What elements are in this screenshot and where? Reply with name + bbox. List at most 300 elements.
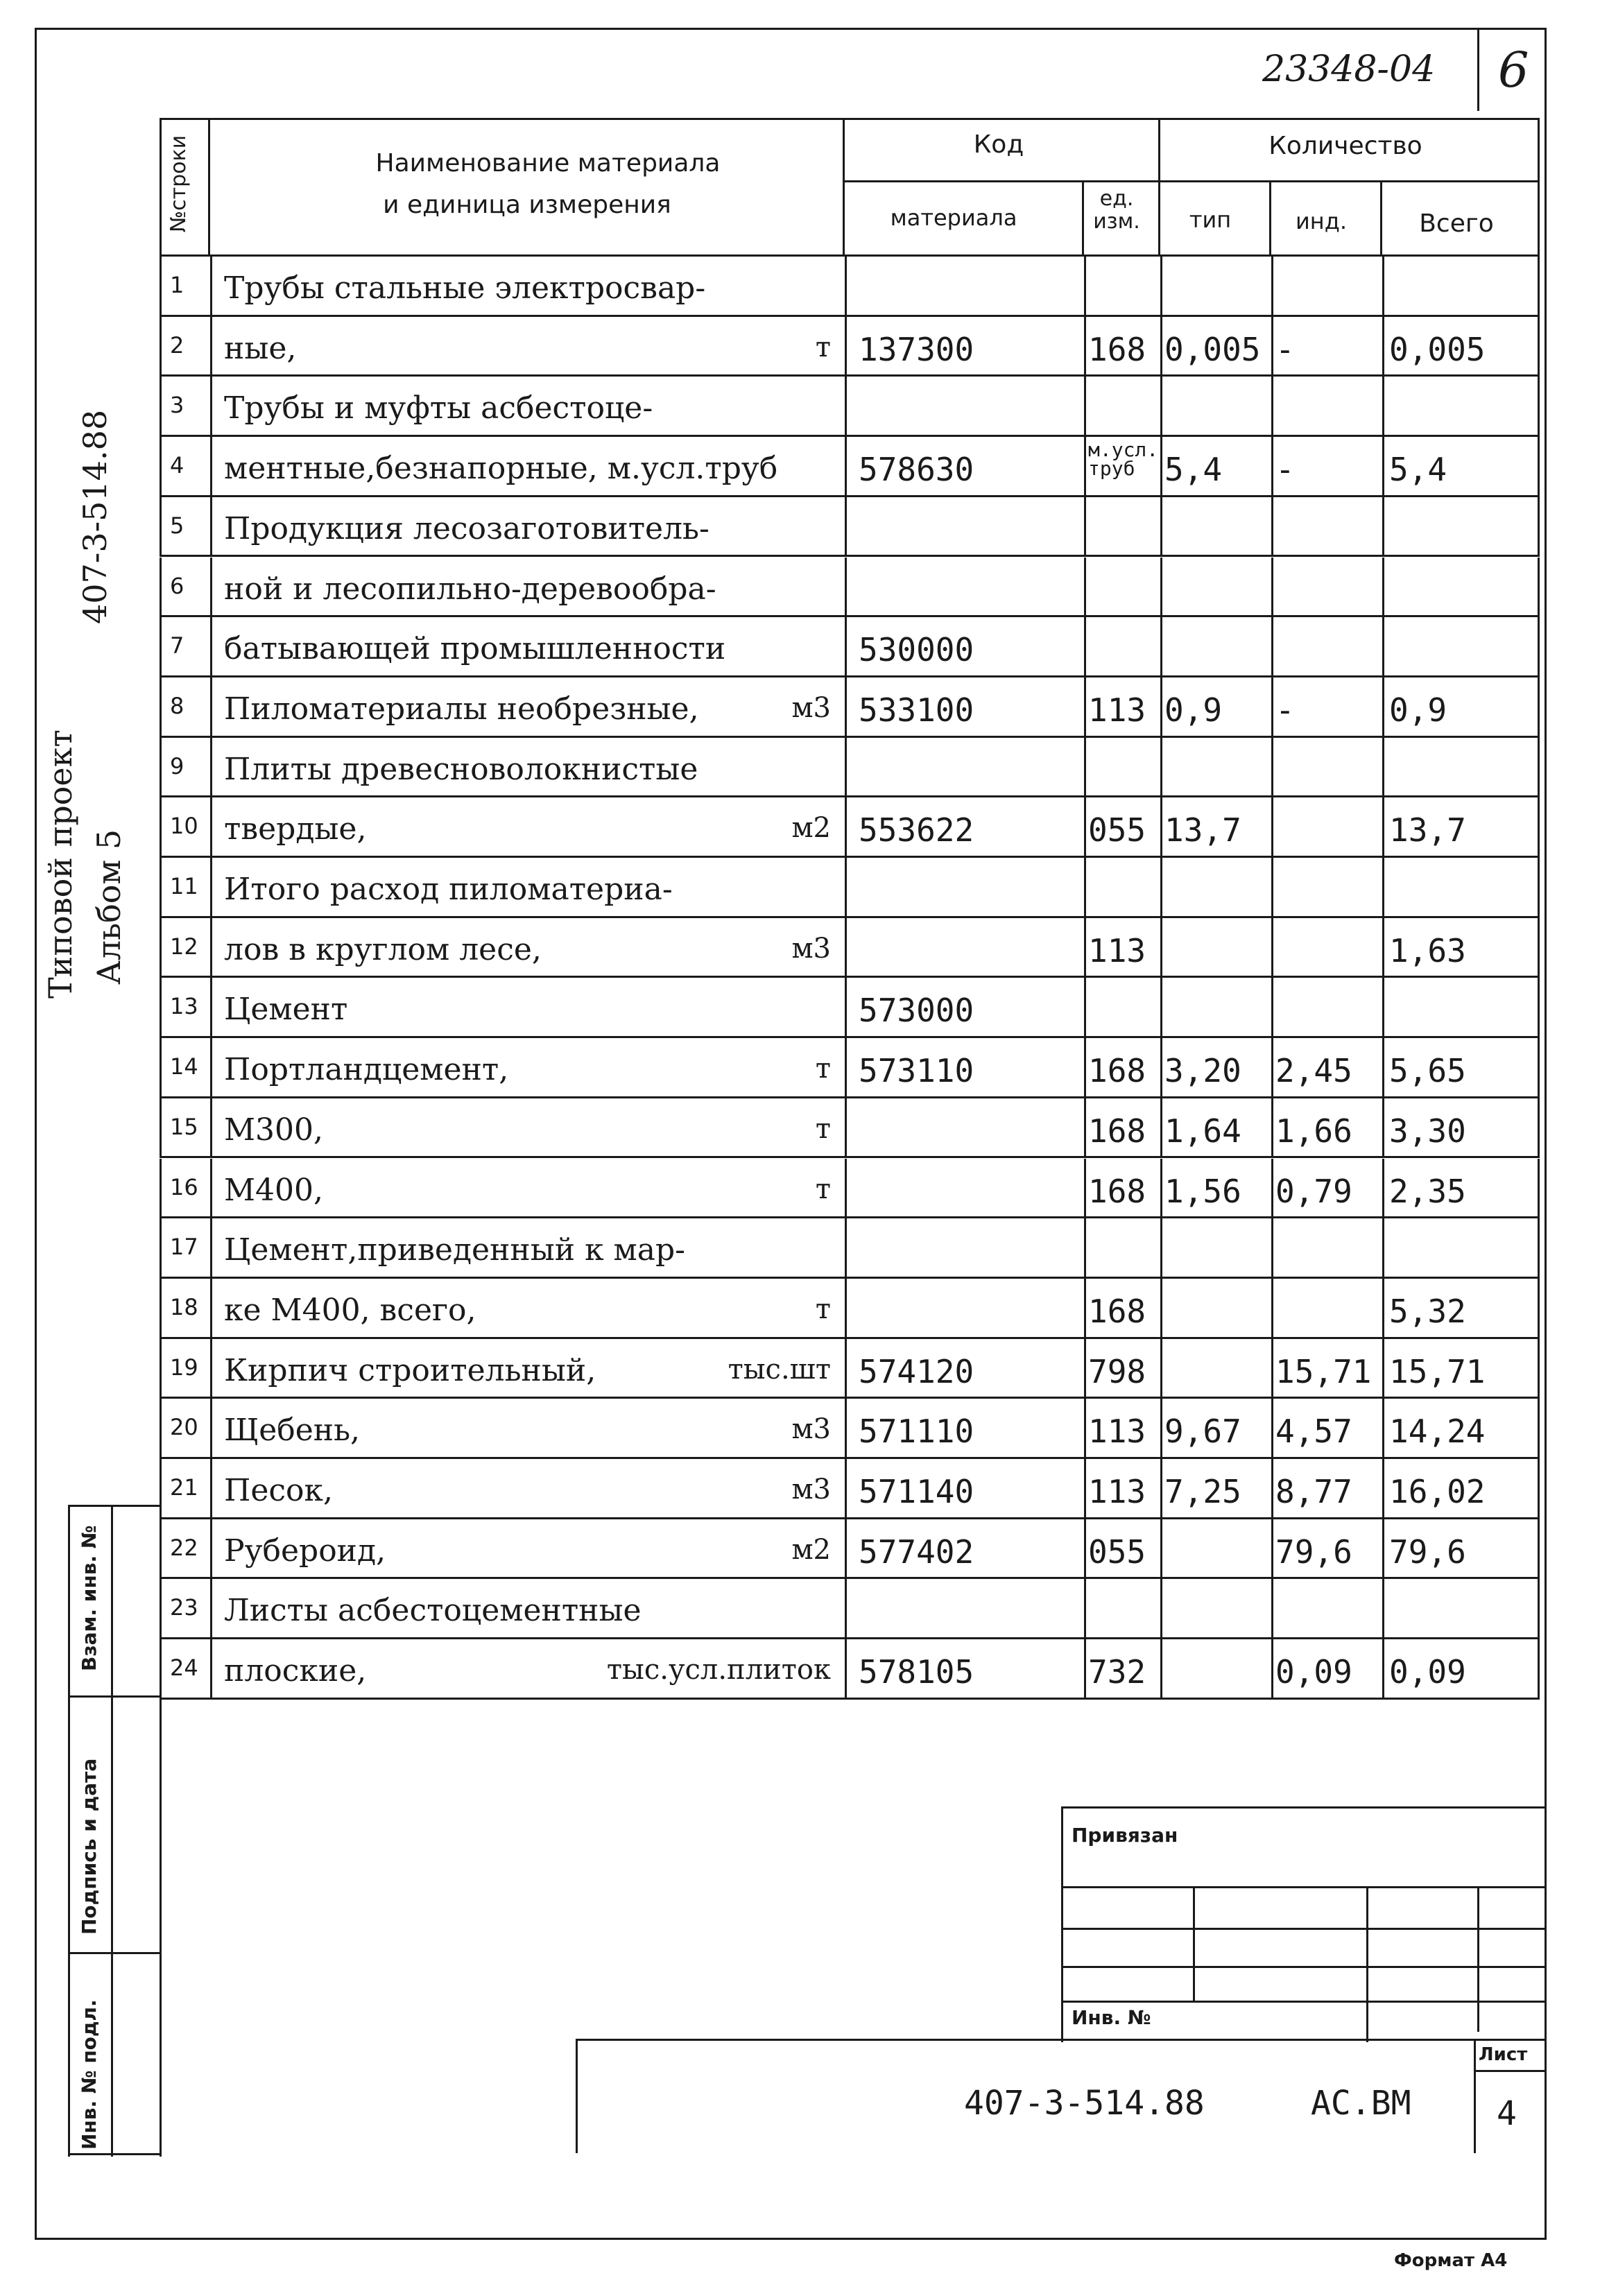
cell-divider	[210, 617, 212, 677]
cell-divider	[1084, 1098, 1086, 1159]
cell-divider	[210, 437, 212, 497]
cell-divider	[1084, 257, 1086, 317]
cell-divider	[1382, 1098, 1384, 1159]
qty-type: 3,20	[1164, 1052, 1241, 1090]
cell-divider	[210, 1459, 212, 1519]
cell-divider	[845, 858, 847, 918]
cell-divider	[1160, 1159, 1162, 1219]
row-number: 15	[170, 1113, 198, 1140]
strip-div-2	[68, 1952, 160, 1954]
cell-divider	[1271, 978, 1273, 1038]
material-name: ке М400, всего,	[224, 1292, 476, 1328]
table-row	[160, 558, 1540, 618]
cell-divider	[1160, 1038, 1162, 1098]
cell-divider	[1271, 1639, 1273, 1700]
format-label: Формат А4	[1394, 2250, 1508, 2271]
stamp-left-line	[1061, 1806, 1063, 2042]
cell-divider	[1382, 738, 1384, 798]
cell-divider	[1160, 858, 1162, 918]
material-unit: т	[815, 1112, 831, 1145]
qty-type: 0,9	[1164, 691, 1223, 729]
cell-divider	[1160, 1339, 1162, 1399]
cell-divider	[1084, 1279, 1086, 1339]
qty-total: 5,32	[1389, 1292, 1466, 1330]
stamp-doc-top	[576, 2039, 1547, 2041]
unit-code: 168	[1088, 1292, 1146, 1330]
cell-divider	[1271, 858, 1273, 918]
material-unit: м3	[791, 691, 831, 724]
material-code: 533100	[859, 691, 974, 729]
material-unit: м3	[791, 932, 831, 965]
row-number: 18	[170, 1293, 198, 1320]
unit-code: 798	[1088, 1352, 1146, 1390]
unit-code: 168	[1088, 330, 1146, 368]
header-col-name	[208, 118, 210, 257]
qty-ind: 0,79	[1275, 1172, 1352, 1210]
header-col-total	[1380, 180, 1382, 257]
cell-divider	[1271, 1098, 1273, 1159]
cell-divider	[1271, 797, 1273, 858]
header-code-material: материала	[890, 205, 1017, 231]
material-code: 574120	[859, 1352, 974, 1390]
cell-divider	[845, 797, 847, 858]
cell-divider	[1084, 1579, 1086, 1639]
cell-divider	[1084, 377, 1086, 437]
cell-divider	[1382, 1279, 1384, 1339]
cell-divider	[1382, 257, 1384, 317]
qty-type: 7,25	[1164, 1473, 1241, 1510]
material-name: ментные,безнапорные, м.усл.труб	[224, 451, 778, 487]
table-row	[160, 1279, 1540, 1339]
cell-divider	[1160, 918, 1162, 978]
cell-divider	[1271, 1519, 1273, 1580]
stamp-line-1	[1061, 1886, 1547, 1888]
sheet-page: 6	[1498, 42, 1529, 98]
material-name: Песок,	[224, 1473, 334, 1508]
table-row	[160, 497, 1540, 558]
qty-type: 9,67	[1164, 1413, 1241, 1451]
table-row	[160, 437, 1540, 497]
cell-divider	[1271, 1038, 1273, 1098]
cell-divider	[1084, 918, 1086, 978]
cell-divider	[1084, 677, 1086, 738]
stamp-inv-no: Инв. №	[1072, 2006, 1151, 2029]
material-name: Пиломатериалы необрезные,	[224, 691, 699, 727]
cell-divider	[1160, 1098, 1162, 1159]
cell-divider	[1160, 437, 1162, 497]
qty-total: 0,005	[1389, 330, 1486, 368]
material-name: Трубы и муфты асбестоце-	[224, 390, 653, 426]
material-name: Трубы стальные электросвар-	[224, 270, 706, 306]
cell-divider	[210, 257, 212, 317]
row-number: 2	[170, 331, 184, 359]
cell-divider	[210, 918, 212, 978]
cell-divider	[1382, 797, 1384, 858]
cell-divider	[845, 1519, 847, 1580]
cell-divider	[1382, 858, 1384, 918]
row-number: 8	[170, 692, 184, 719]
cell-divider	[1382, 918, 1384, 978]
qty-total: 5,65	[1389, 1052, 1466, 1090]
strip-top	[68, 1505, 160, 1507]
material-code: 573110	[859, 1052, 974, 1090]
qty-total: 0,9	[1389, 691, 1447, 729]
cell-divider	[1382, 558, 1384, 618]
cell-divider	[210, 1639, 212, 1700]
row-number: 1	[170, 272, 184, 298]
row-number: 5	[170, 512, 184, 539]
cell-divider	[1084, 738, 1086, 798]
cell-divider	[210, 1399, 212, 1459]
table-row	[160, 1399, 1540, 1459]
cell-divider	[845, 617, 847, 677]
cell-divider	[1271, 1279, 1273, 1339]
row-number: 11	[170, 873, 198, 899]
cell-divider	[210, 1519, 212, 1580]
strip-line-3	[160, 1505, 162, 2157]
cell-divider	[1160, 797, 1162, 858]
cell-divider	[1084, 1038, 1086, 1098]
cell-divider	[845, 1339, 847, 1399]
qty-ind: 79,6	[1275, 1533, 1352, 1571]
material-code: 571140	[859, 1473, 974, 1510]
material-unit: м2	[791, 1533, 831, 1566]
cell-divider	[1084, 497, 1086, 558]
cell-divider	[210, 317, 212, 377]
material-unit: м3	[791, 1413, 831, 1446]
qty-ind: -	[1275, 691, 1295, 729]
strip-inv-orig: Инв. № подл.	[78, 1999, 101, 2150]
material-name: Продукция лесозаготовитель-	[224, 510, 709, 546]
row-number: 10	[170, 813, 198, 840]
header-quantity: Количество	[1268, 132, 1422, 160]
stamp-sheet-left	[1474, 2039, 1476, 2153]
material-name: Итого расход пиломатериа-	[224, 872, 673, 907]
cell-divider	[1271, 1339, 1273, 1399]
cell-divider	[1084, 1159, 1086, 1219]
table-row	[160, 377, 1540, 437]
header-code-unit: ед. изм.	[1093, 187, 1140, 234]
material-name: ные,	[224, 330, 297, 366]
header-col-qty	[1158, 118, 1160, 257]
header-name-line2: и единица измерения	[383, 191, 671, 219]
cell-divider	[210, 1218, 212, 1279]
cell-divider	[1382, 1159, 1384, 1219]
cell-divider	[1084, 797, 1086, 858]
material-name: лов в круглом лесе,	[224, 931, 542, 967]
cell-divider	[845, 1159, 847, 1219]
material-code: 137300	[859, 330, 974, 368]
table-row	[160, 1038, 1540, 1098]
cell-divider	[210, 978, 212, 1038]
cell-divider	[1271, 257, 1273, 317]
cell-divider	[1382, 1038, 1384, 1098]
row-number: 7	[170, 632, 184, 659]
unit-code: 113	[1088, 931, 1146, 969]
unit-code: 055	[1088, 1533, 1146, 1571]
cell-divider	[1382, 497, 1384, 558]
material-name: Плиты древесноволокнистые	[224, 751, 698, 787]
cell-divider	[845, 257, 847, 317]
material-unit: тыс.шт	[728, 1353, 831, 1386]
cell-divider	[210, 677, 212, 738]
material-unit: т	[815, 1173, 831, 1205]
cell-divider	[1382, 677, 1384, 738]
material-name: Кирпич строительный,	[224, 1352, 596, 1388]
row-number: 16	[170, 1173, 198, 1200]
material-name: Рубероид,	[224, 1533, 386, 1569]
cell-divider	[1271, 918, 1273, 978]
cell-divider	[210, 1579, 212, 1639]
stamp-top-line	[1061, 1806, 1547, 1809]
stamp-bound: Привязан	[1072, 1824, 1178, 1847]
header-qty-total: Всего	[1419, 209, 1494, 238]
qty-total: 15,71	[1389, 1352, 1486, 1390]
material-name: Листы асбестоцементные	[224, 1593, 642, 1629]
cell-divider	[1084, 617, 1086, 677]
cell-divider	[1160, 1459, 1162, 1519]
cell-divider	[845, 497, 847, 558]
material-name: М400,	[224, 1172, 324, 1208]
material-name: ной и лесопильно-деревообра-	[224, 571, 716, 607]
material-unit: т	[815, 1053, 831, 1085]
header-name-line1: Наименование материала	[375, 149, 721, 178]
row-number: 12	[170, 933, 198, 960]
cell-divider	[210, 738, 212, 798]
cell-divider	[1271, 1399, 1273, 1459]
header-divider-code	[843, 180, 1540, 182]
header-code: Код	[973, 130, 1024, 159]
qty-total: 1,63	[1389, 931, 1466, 969]
row-number: 9	[170, 752, 184, 779]
table-row	[160, 317, 1540, 377]
cell-divider	[845, 1218, 847, 1279]
cell-divider	[1271, 1459, 1273, 1519]
stamp-line-4	[1061, 2001, 1547, 2003]
cell-divider	[845, 377, 847, 437]
header-col-unit	[1082, 180, 1084, 257]
materials-table	[160, 118, 1540, 1706]
cell-divider	[1382, 617, 1384, 677]
cell-divider	[845, 1579, 847, 1639]
cell-divider	[845, 738, 847, 798]
cell-divider	[845, 978, 847, 1038]
header-qty-type: тип	[1189, 207, 1232, 233]
cell-divider	[1084, 558, 1086, 618]
table-row	[160, 858, 1540, 918]
qty-total: 79,6	[1389, 1533, 1466, 1571]
cell-divider	[845, 437, 847, 497]
cell-divider	[1382, 437, 1384, 497]
table-row	[160, 978, 1540, 1038]
material-unit: тыс.усл.плиток	[606, 1654, 831, 1686]
cell-divider	[210, 797, 212, 858]
cell-divider	[845, 918, 847, 978]
material-unit: т	[815, 331, 831, 363]
cell-divider	[1271, 437, 1273, 497]
material-code: 530000	[859, 631, 974, 669]
cell-divider	[1160, 1639, 1162, 1700]
cell-divider	[1271, 1218, 1273, 1279]
header-qty-ind: инд.	[1295, 208, 1347, 234]
row-number: 14	[170, 1053, 198, 1080]
cell-divider	[1382, 1519, 1384, 1580]
material-name: твердые,	[224, 811, 367, 847]
stamp-doc-code: 407-3-514.88	[964, 2084, 1205, 2123]
material-unit: м2	[791, 812, 831, 845]
cell-divider	[210, 1098, 212, 1159]
cell-divider	[1271, 617, 1273, 677]
cell-divider	[845, 1098, 847, 1159]
material-unit: т	[815, 1293, 831, 1325]
table-row	[160, 1159, 1540, 1219]
unit-code: м.усл. труб	[1088, 438, 1159, 480]
row-number: 17	[170, 1234, 198, 1261]
header-col-ind	[1269, 180, 1271, 257]
material-code: 578630	[859, 451, 974, 489]
cell-divider	[1382, 1639, 1384, 1700]
qty-ind: 15,71	[1275, 1352, 1372, 1390]
table-row	[160, 677, 1540, 738]
qty-total: 2,35	[1389, 1172, 1466, 1210]
cell-divider	[1160, 617, 1162, 677]
stamp-doc-left	[576, 2039, 578, 2153]
table-row	[160, 1519, 1540, 1580]
cell-divider	[1084, 1399, 1086, 1459]
qty-type: 13,7	[1164, 811, 1241, 849]
header-col-code	[843, 118, 845, 257]
row-number: 4	[170, 452, 184, 479]
cell-divider	[1160, 257, 1162, 317]
strip-sign-date: Подпись и дата	[78, 1758, 101, 1935]
stamp-col-2	[1366, 1886, 1368, 2042]
stamp-doc-mark: АС.ВМ	[1311, 2084, 1411, 2123]
cell-divider	[1271, 497, 1273, 558]
table-row	[160, 1639, 1540, 1700]
material-name: Портландцемент,	[224, 1052, 509, 1088]
material-code: 571110	[859, 1413, 974, 1451]
cell-divider	[1382, 317, 1384, 377]
cell-divider	[1084, 437, 1086, 497]
cell-divider	[845, 317, 847, 377]
qty-ind: -	[1275, 451, 1295, 489]
unit-code: 732	[1088, 1653, 1146, 1691]
cell-divider	[1382, 978, 1384, 1038]
unit-code: 055	[1088, 811, 1146, 849]
strip-line-1	[68, 1505, 70, 2157]
cell-divider	[210, 558, 212, 618]
qty-ind: 1,66	[1275, 1112, 1352, 1150]
cell-divider	[210, 1038, 212, 1098]
qty-total: 3,30	[1389, 1112, 1466, 1150]
material-name: Щебень,	[224, 1413, 361, 1449]
table-row	[160, 797, 1540, 858]
cell-divider	[845, 1279, 847, 1339]
table-row	[160, 1339, 1540, 1399]
row-number: 22	[170, 1534, 198, 1561]
table-row	[160, 1579, 1540, 1639]
stamp-line-3	[1061, 1966, 1547, 1968]
qty-ind: 8,77	[1275, 1473, 1352, 1510]
table-row	[160, 257, 1540, 317]
cell-divider	[210, 377, 212, 437]
cell-divider	[1084, 1339, 1086, 1399]
row-number: 24	[170, 1655, 198, 1682]
qty-total: 5,4	[1389, 451, 1447, 489]
cell-divider	[1160, 1579, 1162, 1639]
cell-divider	[1084, 1639, 1086, 1700]
qty-ind: -	[1275, 330, 1295, 368]
stamp-divider	[1477, 28, 1479, 111]
row-number: 23	[170, 1594, 198, 1621]
material-name: М300,	[224, 1112, 324, 1148]
cell-divider	[1271, 558, 1273, 618]
cell-divider	[1271, 377, 1273, 437]
cell-divider	[1084, 317, 1086, 377]
table-row	[160, 1218, 1540, 1279]
cell-divider	[210, 1339, 212, 1399]
stamp-sheet-line	[1474, 2070, 1547, 2072]
qty-total: 14,24	[1389, 1413, 1486, 1451]
material-code: 577402	[859, 1533, 974, 1571]
cell-divider	[210, 497, 212, 558]
cell-divider	[845, 1038, 847, 1098]
unit-code: 113	[1088, 691, 1146, 729]
stamp-sheet-no: 4	[1497, 2094, 1517, 2133]
cell-divider	[845, 1639, 847, 1700]
stamp-sheet-label: Лист	[1479, 2044, 1528, 2065]
cell-divider	[1160, 377, 1162, 437]
cell-divider	[1271, 1159, 1273, 1219]
cell-divider	[1160, 317, 1162, 377]
stamp-col-1	[1193, 1886, 1195, 2001]
cell-divider	[1084, 978, 1086, 1038]
unit-code: 168	[1088, 1172, 1146, 1210]
cell-divider	[1271, 677, 1273, 738]
qty-type: 1,64	[1164, 1112, 1241, 1150]
stamp-col-3	[1477, 1886, 1479, 2032]
cell-divider	[1382, 1399, 1384, 1459]
cell-divider	[1271, 1579, 1273, 1639]
cell-divider	[1160, 1519, 1162, 1580]
cell-divider	[1382, 377, 1384, 437]
row-number: 21	[170, 1474, 198, 1501]
cell-divider	[1160, 978, 1162, 1038]
strip-bottom	[68, 2153, 160, 2155]
cell-divider	[845, 1459, 847, 1519]
cell-divider	[1382, 1459, 1384, 1519]
cell-divider	[1160, 738, 1162, 798]
strip-line-2	[111, 1505, 113, 2157]
cell-divider	[1271, 317, 1273, 377]
cell-divider	[210, 1159, 212, 1219]
cell-divider	[1084, 1459, 1086, 1519]
row-number: 20	[170, 1414, 198, 1441]
cell-divider	[845, 677, 847, 738]
side-album: Альбом 5	[90, 829, 128, 985]
cell-divider	[210, 858, 212, 918]
cell-divider	[1084, 858, 1086, 918]
material-code: 553622	[859, 811, 974, 849]
strip-swap-inv: Взам. инв. №	[78, 1525, 101, 1671]
cell-divider	[1160, 1399, 1162, 1459]
row-number: 3	[170, 392, 184, 419]
table-row	[160, 1098, 1540, 1159]
cell-divider	[1160, 558, 1162, 618]
material-name: плоские,	[224, 1653, 367, 1689]
material-code: 578105	[859, 1653, 974, 1691]
material-name: батывающей промышленности	[224, 631, 726, 667]
